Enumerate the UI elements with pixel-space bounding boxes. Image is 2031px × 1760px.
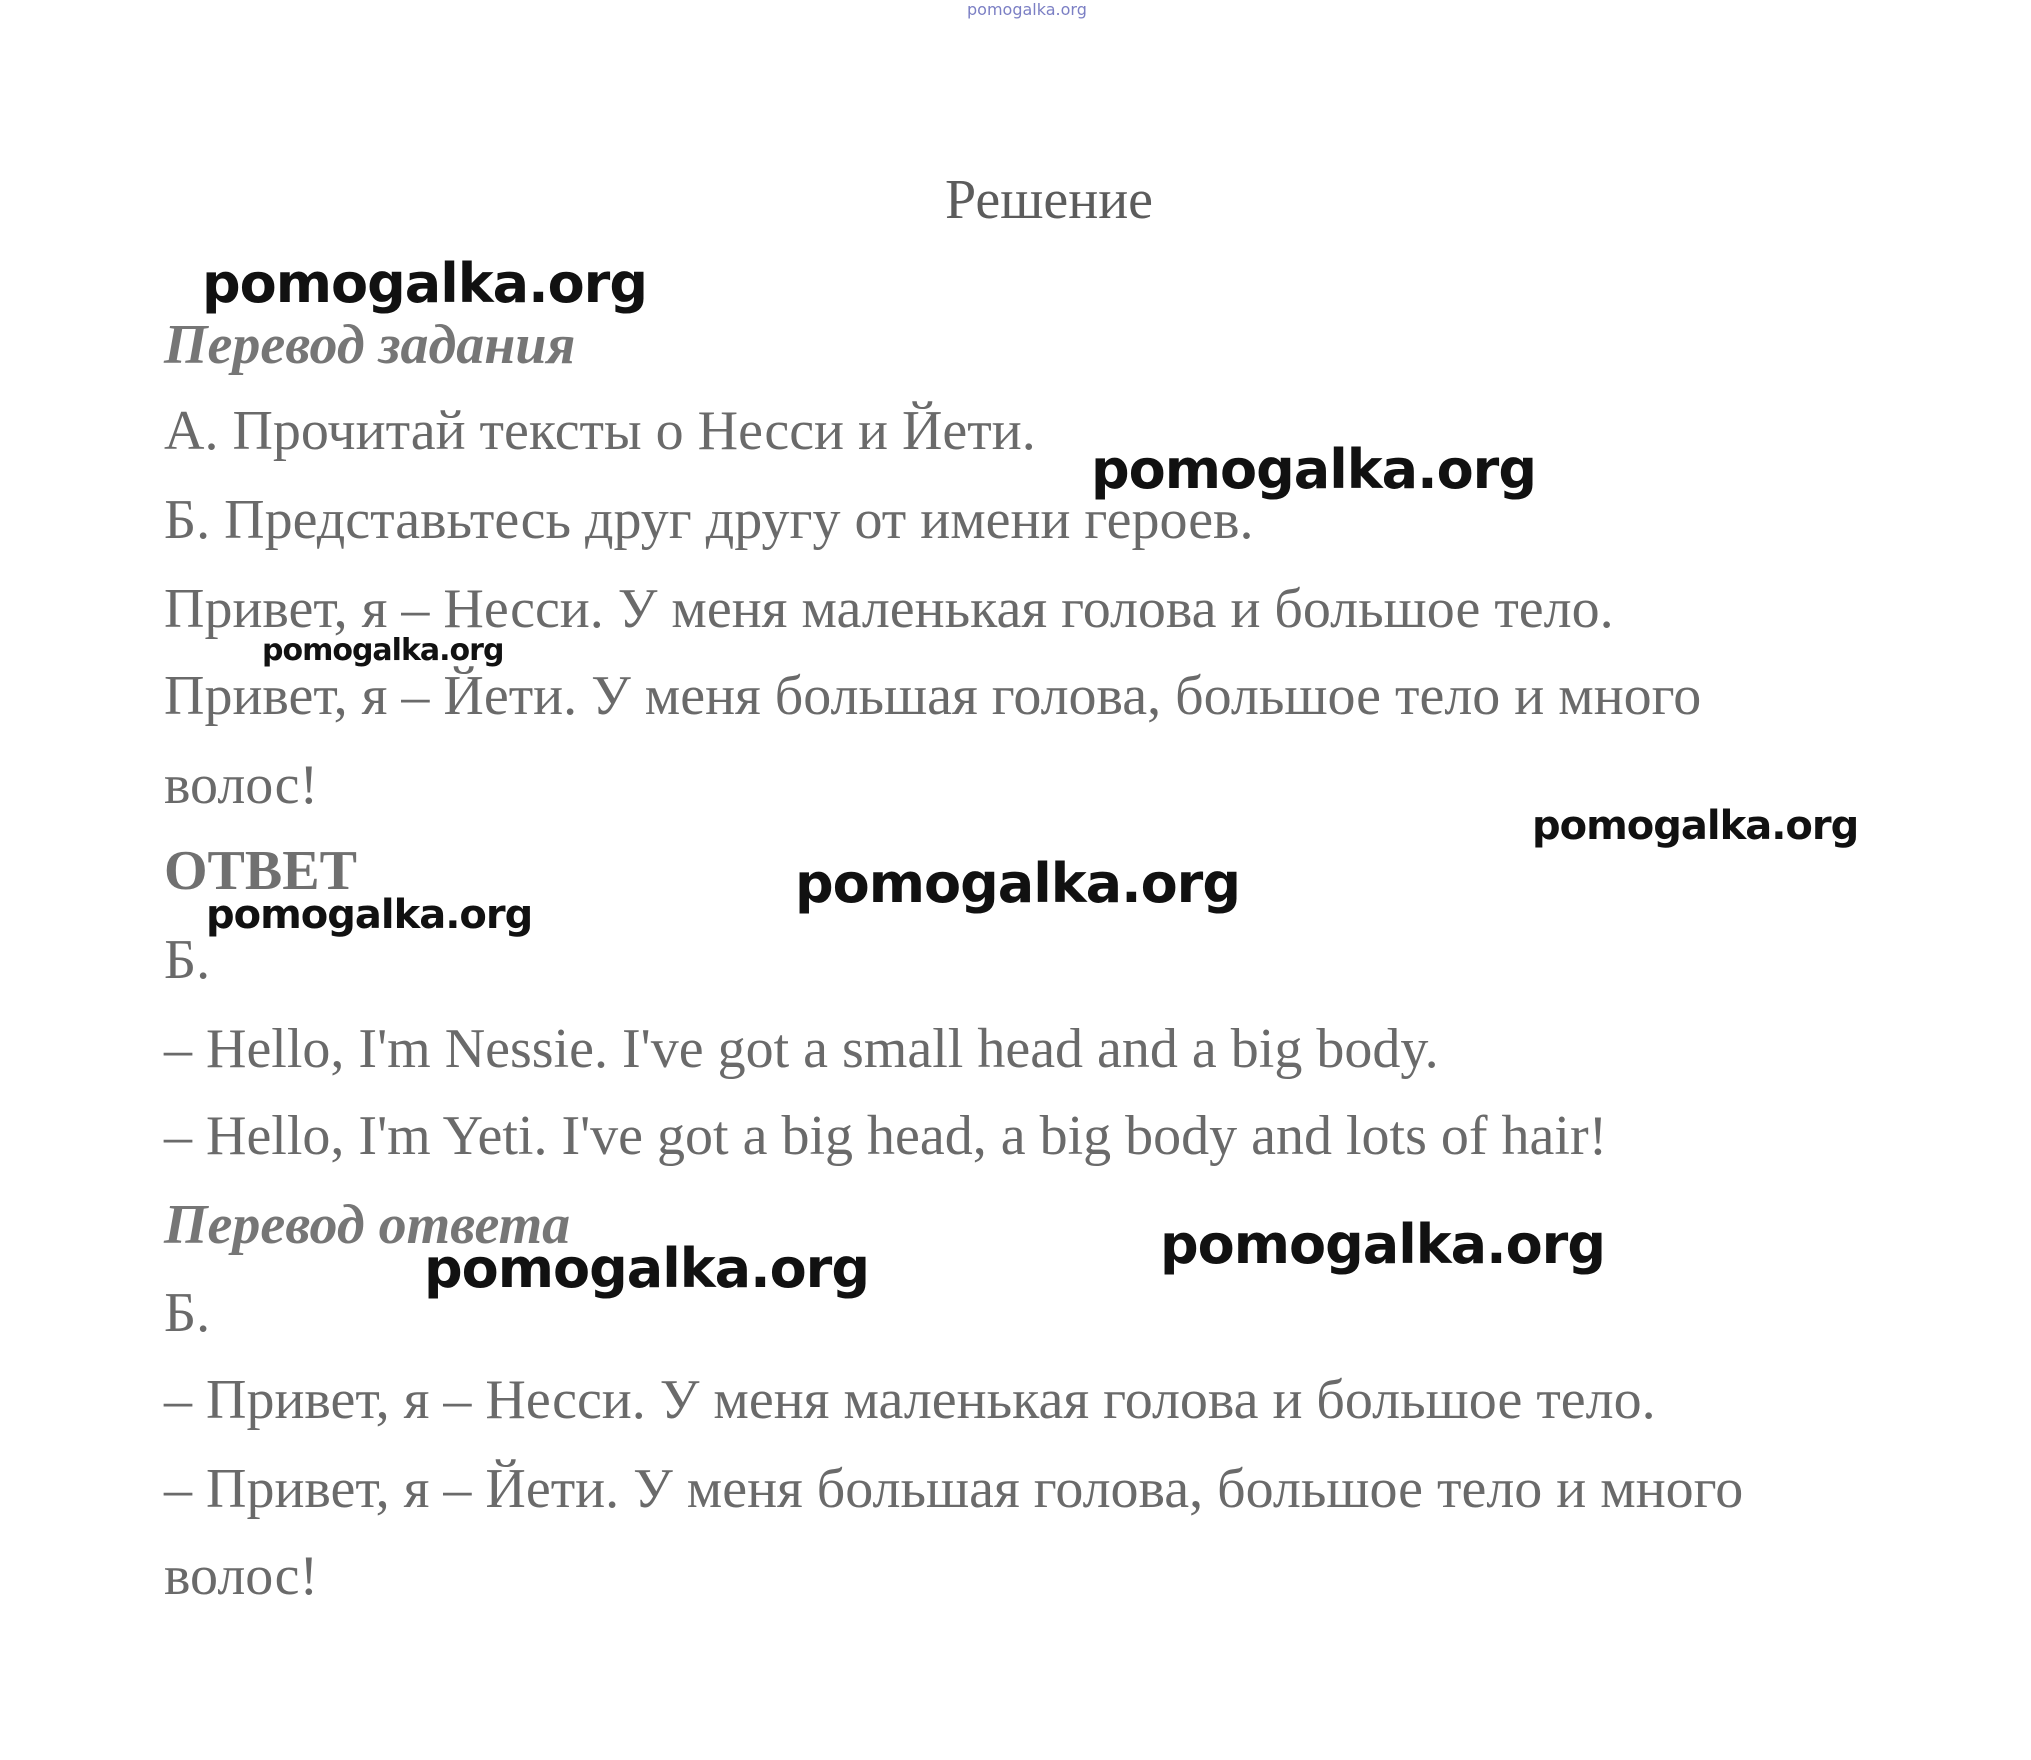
- task-line-5: волос!: [164, 754, 319, 816]
- answer-translation-line-1: Б.: [164, 1282, 211, 1344]
- answer-heading: ОТВЕТ: [164, 840, 357, 902]
- watermark: pomogalka.org: [424, 1237, 869, 1300]
- answer-line-2: – Hello, I'm Nessie. I've got a small head and a big body.: [164, 1018, 1439, 1080]
- answer-translation-line-4: волос!: [164, 1545, 319, 1607]
- task-line-2: Б. Представьтесь друг другу от имени героев.: [164, 489, 1254, 551]
- task-translation-heading: Перевод задания: [164, 314, 576, 376]
- answer-translation-line-2: – Привет, я – Несси. У меня маленькая голова и большое тело.: [164, 1369, 1656, 1431]
- task-line-3: Привет, я – Несси. У меня маленькая голова и большое тело.: [164, 578, 1614, 640]
- page-title: Решение: [945, 169, 1154, 231]
- header-site-mark: pomogalka.org: [967, 0, 1087, 19]
- answer-translation-heading: Перевод ответа: [164, 1194, 571, 1256]
- watermark: pomogalka.org: [1532, 803, 1859, 849]
- watermark: pomogalka.org: [1160, 1213, 1605, 1276]
- answer-line-3: – Hello, I'm Yeti. I've got a big head, a big body and lots of hair!: [164, 1105, 1608, 1167]
- answer-translation-line-3: – Привет, я – Йети. У меня большая голова, большое тело и много: [164, 1458, 1744, 1520]
- watermark: pomogalka.org: [1091, 438, 1536, 501]
- watermark: pomogalka.org: [206, 892, 533, 938]
- answer-line-1: Б.: [164, 929, 211, 991]
- task-line-1: А. Прочитай тексты о Несси и Йети.: [164, 400, 1036, 462]
- watermark: pomogalka.org: [795, 852, 1240, 915]
- watermark: pomogalka.org: [262, 633, 504, 668]
- task-line-4: Привет, я – Йети. У меня большая голова, большое тело и много: [164, 665, 1702, 727]
- watermark: pomogalka.org: [202, 252, 647, 315]
